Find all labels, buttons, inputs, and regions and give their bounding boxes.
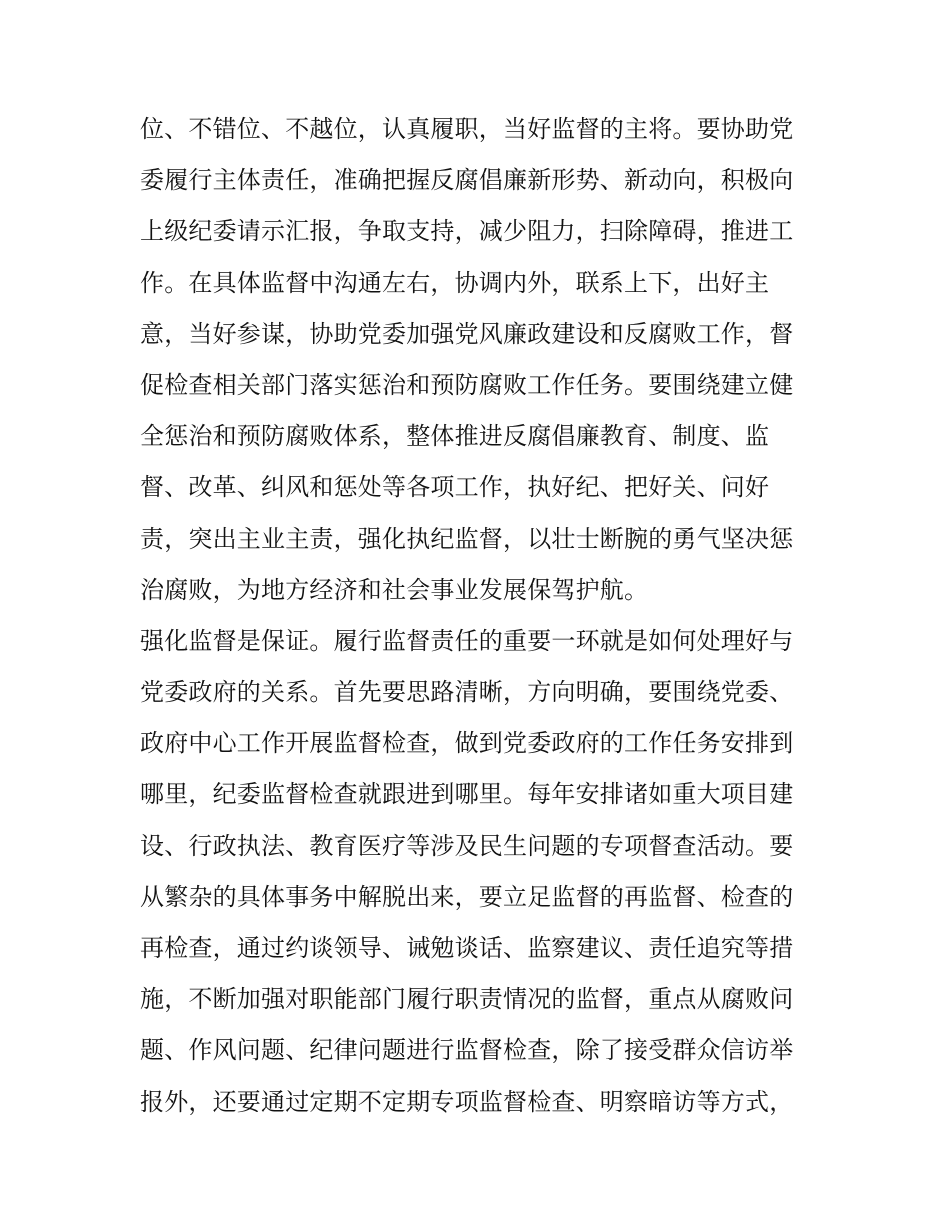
text-line: 位、不错位、不越位，认真履职，当好监督的主将。要协助党 [140, 115, 794, 143]
text-line: 责，突出主业主责，强化执纪监督，以壮士断腕的勇气坚决惩 [140, 524, 794, 553]
body-text [140, 104, 820, 1128]
paragraph-start-line: 强化监督是保证。履行监督责任的重要一环就是如何处理好与 [140, 626, 794, 655]
text-line: 治腐败，为地方经济和社会事业发展保驾护航。 [140, 575, 649, 604]
text-line: 设、行政执法、教育医疗等涉及民生问题的专项督查活动。要 [140, 831, 794, 860]
text-line: 意，当好参谋，协助党委加强党风廉政建设和反腐败工作，督 [140, 319, 794, 348]
text-line: 作。在具体监督中沟通左右，协调内外，联系上下，出好主 [140, 268, 770, 297]
text-line: 从繁杂的具体事务中解脱出来，要立足监督的再监督、检查的 [140, 882, 794, 911]
text-line: 哪里，纪委监督检查就跟进到哪里。每年安排诸如重大项目建 [140, 780, 794, 809]
text-line: 再检查，通过约谈领导、诫勉谈话、监察建议、责任追究等措 [140, 934, 794, 962]
text-line: 题、作风问题、纪律问题进行监督检查，除了接受群众信访举 [140, 1036, 794, 1065]
text-line: 督、改革、纠风和惩处等各项工作，执好纪、把好关、问好 [140, 473, 770, 502]
text-line: 施，不断加强对职能部门履行职责情况的监督，重点从腐败问 [140, 985, 794, 1014]
text-line: 促检查相关部门落实惩治和预防腐败工作任务。要围绕建立健 [140, 370, 794, 399]
text-line: 报外，还要通过定期不定期专项监督检查、明察暗访等方式， [140, 1087, 794, 1116]
text-line: 委履行主体责任，准确把握反腐倡廉新形势、新动向，积极向 [140, 166, 794, 195]
text-line: 上级纪委请示汇报，争取支持，减少阻力，扫除障碍，推进工 [140, 217, 794, 246]
text-line: 全惩治和预防腐败体系，整体推进反腐倡廉教育、制度、监 [140, 422, 770, 451]
text-line: 政府中心工作开展监督检查，做到党委政府的工作任务安排到 [140, 729, 794, 758]
text-line: 党委政府的关系。首先要思路清晰，方向明确，要围绕党委、 [140, 678, 794, 707]
